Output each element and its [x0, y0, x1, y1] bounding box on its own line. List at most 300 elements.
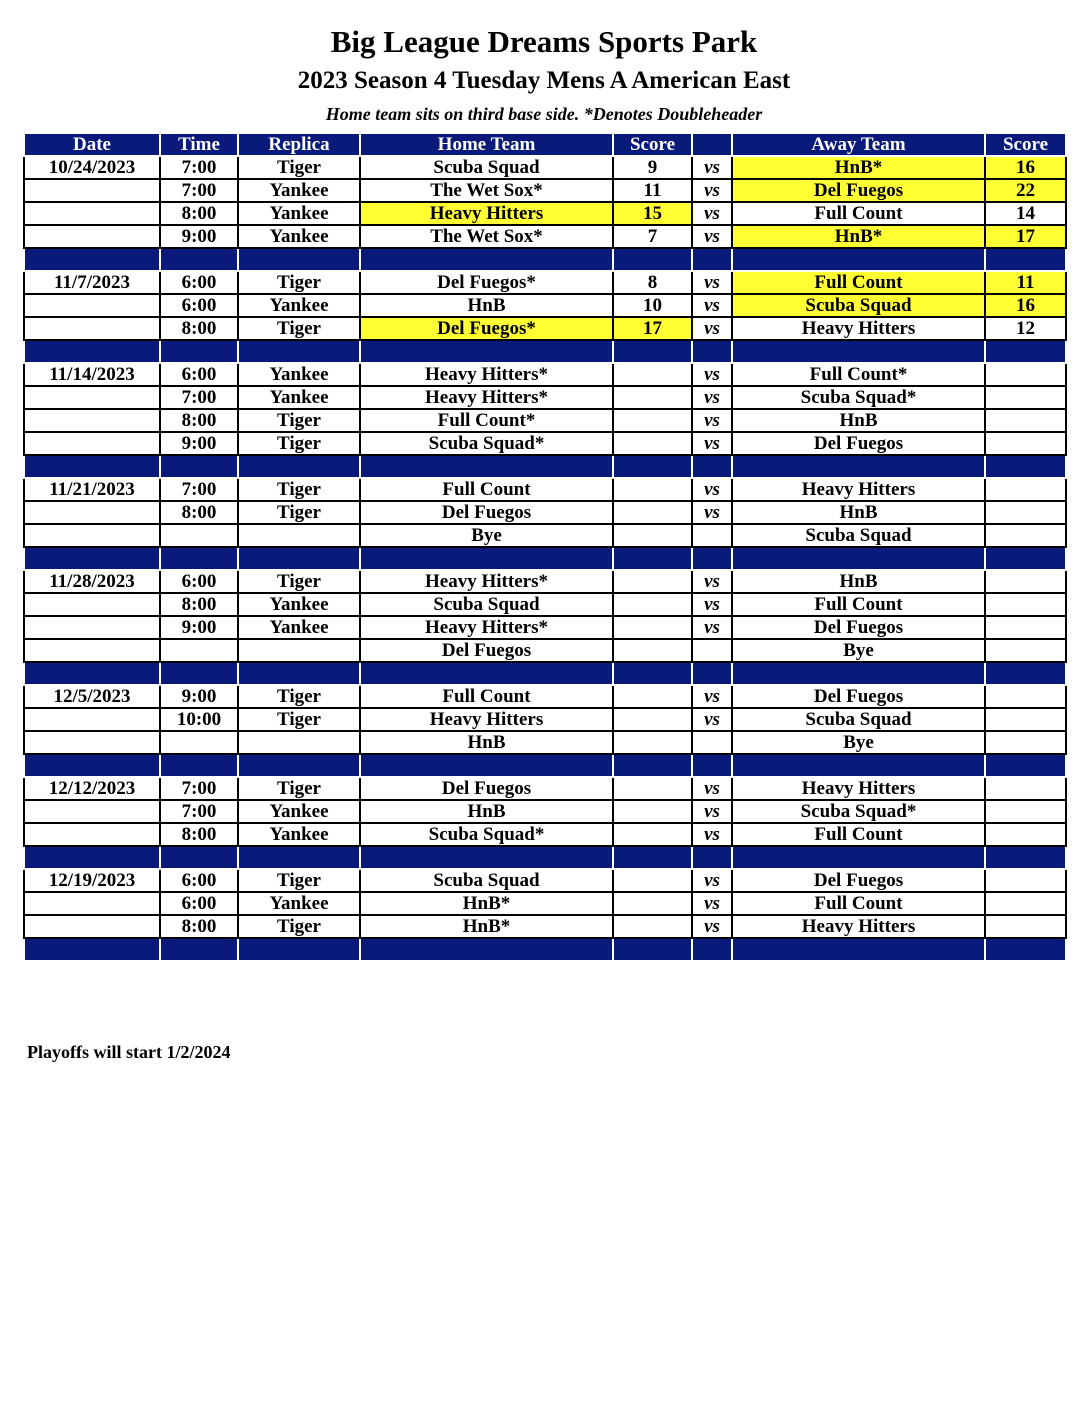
game-replica: Yankee: [238, 179, 360, 202]
separator-cell: [985, 248, 1066, 271]
separator-cell: [160, 248, 238, 271]
separator-cell: [613, 846, 692, 869]
home-team: Scuba Squad: [360, 593, 613, 616]
game-replica: Yankee: [238, 294, 360, 317]
home-score: 11: [613, 179, 692, 202]
away-team: Full Count: [732, 593, 985, 616]
away-score: [985, 386, 1066, 409]
table-row: [24, 524, 1066, 547]
playoffs-note: Playoffs will start 1/2/2024: [27, 1042, 231, 1062]
week-separator-row: [24, 455, 1066, 478]
home-team: The Wet Sox*: [360, 225, 613, 248]
week-separator-row: [24, 662, 1066, 685]
game-replica: Yankee: [238, 225, 360, 248]
game-date: [24, 294, 160, 317]
table-row: [24, 823, 1066, 846]
table-row: [24, 432, 1066, 455]
separator-cell: [613, 754, 692, 777]
table-row: [24, 363, 1066, 386]
week-separator-row: [24, 754, 1066, 777]
week-separator-row: [24, 248, 1066, 271]
game-date: [24, 317, 160, 340]
game-date: [24, 386, 160, 409]
home-team: Full Count*: [360, 409, 613, 432]
vs-label: vs: [692, 271, 732, 294]
game-date: 11/28/2023: [24, 570, 160, 593]
away-score: [985, 777, 1066, 800]
home-team: Heavy Hitters*: [360, 616, 613, 639]
table-row: [24, 179, 1066, 202]
page-subtitle: 2023 Season 4 Tuesday Mens A American East: [297, 67, 791, 94]
home-team: Full Count: [360, 478, 613, 501]
vs-label: vs: [692, 317, 732, 340]
week-separator-row: [24, 938, 1066, 961]
home-score: [613, 892, 692, 915]
home-score: [613, 570, 692, 593]
game-date: [24, 892, 160, 915]
away-score: [985, 823, 1066, 846]
separator-cell: [732, 248, 985, 271]
away-team: Scuba Squad: [732, 294, 985, 317]
vs-label: vs: [692, 892, 732, 915]
separator-cell: [732, 662, 985, 685]
away-score: [985, 363, 1066, 386]
table-row: [24, 294, 1066, 317]
away-team: Del Fuegos: [732, 869, 985, 892]
game-time: 7:00: [160, 478, 238, 501]
separator-cell: [692, 754, 732, 777]
separator-cell: [692, 938, 732, 961]
home-score: 8: [613, 271, 692, 294]
separator-cell: [24, 340, 160, 363]
game-time: 10:00: [160, 708, 238, 731]
game-replica: [238, 524, 360, 547]
away-team: Scuba Squad*: [732, 800, 985, 823]
game-date: [24, 731, 160, 754]
page-title: Big League Dreams Sports Park: [330, 24, 758, 59]
separator-cell: [360, 340, 613, 363]
separator-cell: [692, 547, 732, 570]
game-date: [24, 202, 160, 225]
game-date: [24, 409, 160, 432]
game-replica: Yankee: [238, 892, 360, 915]
separator-cell: [613, 455, 692, 478]
vs-label: vs: [692, 409, 732, 432]
game-date: [24, 524, 160, 547]
game-time: 6:00: [160, 294, 238, 317]
game-replica: Tiger: [238, 869, 360, 892]
home-team: Del Fuegos: [360, 639, 613, 662]
home-team: HnB: [360, 800, 613, 823]
game-time: [160, 639, 238, 662]
separator-cell: [692, 662, 732, 685]
table-row: [24, 202, 1066, 225]
separator-cell: [613, 340, 692, 363]
away-team: Heavy Hitters: [732, 478, 985, 501]
table-row: [24, 156, 1066, 179]
game-time: 8:00: [160, 501, 238, 524]
home-team: Del Fuegos*: [360, 317, 613, 340]
separator-cell: [360, 547, 613, 570]
game-time: 8:00: [160, 593, 238, 616]
game-date: 12/5/2023: [24, 685, 160, 708]
home-team: Del Fuegos*: [360, 271, 613, 294]
table-row: [24, 915, 1066, 938]
column-header-vs: [692, 133, 732, 156]
separator-cell: [24, 455, 160, 478]
separator-cell: [160, 662, 238, 685]
vs-label: [692, 524, 732, 547]
home-team: Del Fuegos: [360, 501, 613, 524]
separator-cell: [238, 846, 360, 869]
away-score: 16: [985, 156, 1066, 179]
column-header-home-score: Score: [613, 133, 692, 156]
away-team: HnB*: [732, 156, 985, 179]
table-row: [24, 777, 1066, 800]
away-score: [985, 432, 1066, 455]
table-row: [24, 225, 1066, 248]
game-time: 7:00: [160, 179, 238, 202]
away-team: Del Fuegos: [732, 179, 985, 202]
vs-label: vs: [692, 570, 732, 593]
home-team: HnB*: [360, 915, 613, 938]
home-team: Scuba Squad*: [360, 432, 613, 455]
game-replica: Tiger: [238, 432, 360, 455]
game-date: 12/12/2023: [24, 777, 160, 800]
game-time: 8:00: [160, 823, 238, 846]
game-date: [24, 179, 160, 202]
separator-cell: [985, 662, 1066, 685]
game-time: 7:00: [160, 156, 238, 179]
game-time: 6:00: [160, 363, 238, 386]
vs-label: [692, 731, 732, 754]
game-time: 9:00: [160, 685, 238, 708]
game-date: 12/19/2023: [24, 869, 160, 892]
vs-label: vs: [692, 386, 732, 409]
table-row: [24, 593, 1066, 616]
vs-label: vs: [692, 708, 732, 731]
game-time: 8:00: [160, 409, 238, 432]
away-score: [985, 685, 1066, 708]
game-date: [24, 501, 160, 524]
away-team: Full Count: [732, 271, 985, 294]
game-time: 7:00: [160, 386, 238, 409]
separator-cell: [985, 938, 1066, 961]
separator-cell: [24, 248, 160, 271]
vs-label: vs: [692, 800, 732, 823]
game-time: [160, 524, 238, 547]
separator-cell: [692, 455, 732, 478]
home-score: [613, 524, 692, 547]
home-team: Heavy Hitters*: [360, 363, 613, 386]
game-date: [24, 593, 160, 616]
column-header-away-score: Score: [985, 133, 1066, 156]
separator-cell: [238, 455, 360, 478]
separator-cell: [360, 248, 613, 271]
separator-cell: [160, 754, 238, 777]
table-row: [24, 478, 1066, 501]
vs-label: [692, 639, 732, 662]
home-team: HnB: [360, 294, 613, 317]
separator-cell: [732, 455, 985, 478]
week-separator-row: [24, 340, 1066, 363]
away-team: Full Count: [732, 202, 985, 225]
separator-cell: [160, 846, 238, 869]
away-score: [985, 409, 1066, 432]
table-row: [24, 800, 1066, 823]
away-team: HnB: [732, 570, 985, 593]
separator-cell: [613, 248, 692, 271]
game-replica: Tiger: [238, 501, 360, 524]
schedule-body: [24, 156, 1066, 961]
game-replica: Tiger: [238, 317, 360, 340]
home-team: Heavy Hitters*: [360, 386, 613, 409]
game-time: 8:00: [160, 202, 238, 225]
home-score: [613, 800, 692, 823]
game-time: 6:00: [160, 271, 238, 294]
separator-cell: [160, 938, 238, 961]
game-date: [24, 639, 160, 662]
home-team: Heavy Hitters: [360, 708, 613, 731]
home-score: [613, 777, 692, 800]
game-replica: [238, 639, 360, 662]
away-team: Scuba Squad: [732, 524, 985, 547]
game-replica: Yankee: [238, 363, 360, 386]
game-replica: Yankee: [238, 202, 360, 225]
away-team: Heavy Hitters: [732, 915, 985, 938]
vs-label: vs: [692, 478, 732, 501]
away-team: HnB*: [732, 225, 985, 248]
home-score: [613, 363, 692, 386]
vs-label: vs: [692, 156, 732, 179]
separator-cell: [985, 754, 1066, 777]
away-score: [985, 869, 1066, 892]
separator-cell: [238, 340, 360, 363]
separator-cell: [360, 846, 613, 869]
vs-label: vs: [692, 432, 732, 455]
home-score: 17: [613, 317, 692, 340]
game-date: 11/14/2023: [24, 363, 160, 386]
doubleheader-note: Home team sits on third base side. *Denotes Doubleheader: [325, 104, 763, 124]
separator-cell: [160, 455, 238, 478]
home-score: [613, 915, 692, 938]
separator-cell: [732, 547, 985, 570]
game-time: 8:00: [160, 915, 238, 938]
separator-cell: [732, 846, 985, 869]
game-time: 7:00: [160, 800, 238, 823]
separator-cell: [238, 547, 360, 570]
away-score: 12: [985, 317, 1066, 340]
away-score: [985, 800, 1066, 823]
home-score: [613, 869, 692, 892]
home-score: [613, 478, 692, 501]
table-row: [24, 271, 1066, 294]
vs-label: vs: [692, 915, 732, 938]
separator-cell: [613, 938, 692, 961]
home-score: [613, 432, 692, 455]
away-score: 14: [985, 202, 1066, 225]
separator-cell: [732, 340, 985, 363]
game-time: [160, 731, 238, 754]
game-date: [24, 432, 160, 455]
away-team: Full Count*: [732, 363, 985, 386]
away-score: [985, 892, 1066, 915]
home-team: HnB*: [360, 892, 613, 915]
home-team: Heavy Hitters*: [360, 570, 613, 593]
separator-cell: [360, 662, 613, 685]
separator-cell: [692, 340, 732, 363]
game-replica: Yankee: [238, 800, 360, 823]
game-time: 6:00: [160, 892, 238, 915]
away-score: 17: [985, 225, 1066, 248]
game-date: [24, 616, 160, 639]
separator-cell: [692, 846, 732, 869]
vs-label: vs: [692, 363, 732, 386]
table-row: [24, 892, 1066, 915]
away-team: Scuba Squad: [732, 708, 985, 731]
game-time: 7:00: [160, 777, 238, 800]
home-score: [613, 731, 692, 754]
away-score: [985, 616, 1066, 639]
separator-cell: [732, 938, 985, 961]
home-team: Scuba Squad: [360, 156, 613, 179]
column-header-date: Date: [24, 133, 160, 156]
separator-cell: [160, 547, 238, 570]
table-row: [24, 869, 1066, 892]
table-row: [24, 570, 1066, 593]
vs-label: vs: [692, 685, 732, 708]
game-time: 9:00: [160, 616, 238, 639]
game-date: 11/7/2023: [24, 271, 160, 294]
vs-label: vs: [692, 225, 732, 248]
away-score: [985, 501, 1066, 524]
game-date: [24, 915, 160, 938]
separator-cell: [238, 754, 360, 777]
vs-label: vs: [692, 179, 732, 202]
game-replica: Tiger: [238, 570, 360, 593]
game-time: 8:00: [160, 317, 238, 340]
away-score: [985, 731, 1066, 754]
game-replica: Tiger: [238, 409, 360, 432]
vs-label: vs: [692, 869, 732, 892]
separator-cell: [360, 455, 613, 478]
table-row: [24, 639, 1066, 662]
game-replica: Tiger: [238, 708, 360, 731]
table-row: [24, 731, 1066, 754]
table-row: [24, 501, 1066, 524]
home-team: Scuba Squad: [360, 869, 613, 892]
game-date: [24, 225, 160, 248]
home-score: 15: [613, 202, 692, 225]
away-score: [985, 639, 1066, 662]
separator-cell: [985, 846, 1066, 869]
separator-cell: [360, 938, 613, 961]
away-score: [985, 708, 1066, 731]
away-team: Bye: [732, 639, 985, 662]
header-row: [24, 133, 1066, 156]
away-team: Heavy Hitters: [732, 777, 985, 800]
home-score: [613, 409, 692, 432]
table-row: [24, 409, 1066, 432]
home-team: The Wet Sox*: [360, 179, 613, 202]
away-team: HnB: [732, 409, 985, 432]
game-date: [24, 708, 160, 731]
separator-cell: [24, 754, 160, 777]
game-replica: Tiger: [238, 478, 360, 501]
away-team: Full Count: [732, 823, 985, 846]
home-score: [613, 685, 692, 708]
away-team: Del Fuegos: [732, 616, 985, 639]
home-team: HnB: [360, 731, 613, 754]
game-time: 6:00: [160, 570, 238, 593]
separator-cell: [160, 340, 238, 363]
table-row: [24, 317, 1066, 340]
home-team: Scuba Squad*: [360, 823, 613, 846]
table-row: [24, 386, 1066, 409]
away-team: Heavy Hitters: [732, 317, 985, 340]
separator-cell: [238, 938, 360, 961]
schedule-table: [23, 132, 1067, 962]
home-team: Bye: [360, 524, 613, 547]
vs-label: vs: [692, 501, 732, 524]
home-score: [613, 708, 692, 731]
column-header-home-team: Home Team: [360, 133, 613, 156]
game-replica: Yankee: [238, 386, 360, 409]
away-score: [985, 915, 1066, 938]
separator-cell: [24, 938, 160, 961]
separator-cell: [24, 547, 160, 570]
home-score: 7: [613, 225, 692, 248]
game-date: [24, 800, 160, 823]
home-team: Full Count: [360, 685, 613, 708]
home-score: [613, 501, 692, 524]
game-replica: [238, 731, 360, 754]
week-separator-row: [24, 547, 1066, 570]
game-replica: Yankee: [238, 823, 360, 846]
home-score: [613, 823, 692, 846]
vs-label: vs: [692, 777, 732, 800]
away-team: Bye: [732, 731, 985, 754]
away-team: HnB: [732, 501, 985, 524]
separator-cell: [985, 340, 1066, 363]
game-replica: Yankee: [238, 593, 360, 616]
away-score: [985, 524, 1066, 547]
home-score: [613, 616, 692, 639]
game-time: 9:00: [160, 225, 238, 248]
separator-cell: [732, 754, 985, 777]
separator-cell: [238, 662, 360, 685]
game-replica: Tiger: [238, 685, 360, 708]
column-header-time: Time: [160, 133, 238, 156]
home-score: 10: [613, 294, 692, 317]
vs-label: vs: [692, 616, 732, 639]
away-score: [985, 593, 1066, 616]
home-team: Heavy Hitters: [360, 202, 613, 225]
table-row: [24, 685, 1066, 708]
separator-cell: [985, 547, 1066, 570]
away-score: 16: [985, 294, 1066, 317]
game-time: 6:00: [160, 869, 238, 892]
vs-label: vs: [692, 294, 732, 317]
game-replica: Tiger: [238, 156, 360, 179]
vs-label: vs: [692, 202, 732, 225]
separator-cell: [613, 662, 692, 685]
game-date: 11/21/2023: [24, 478, 160, 501]
separator-cell: [613, 547, 692, 570]
table-row: [24, 708, 1066, 731]
game-date: [24, 823, 160, 846]
game-replica: Tiger: [238, 271, 360, 294]
